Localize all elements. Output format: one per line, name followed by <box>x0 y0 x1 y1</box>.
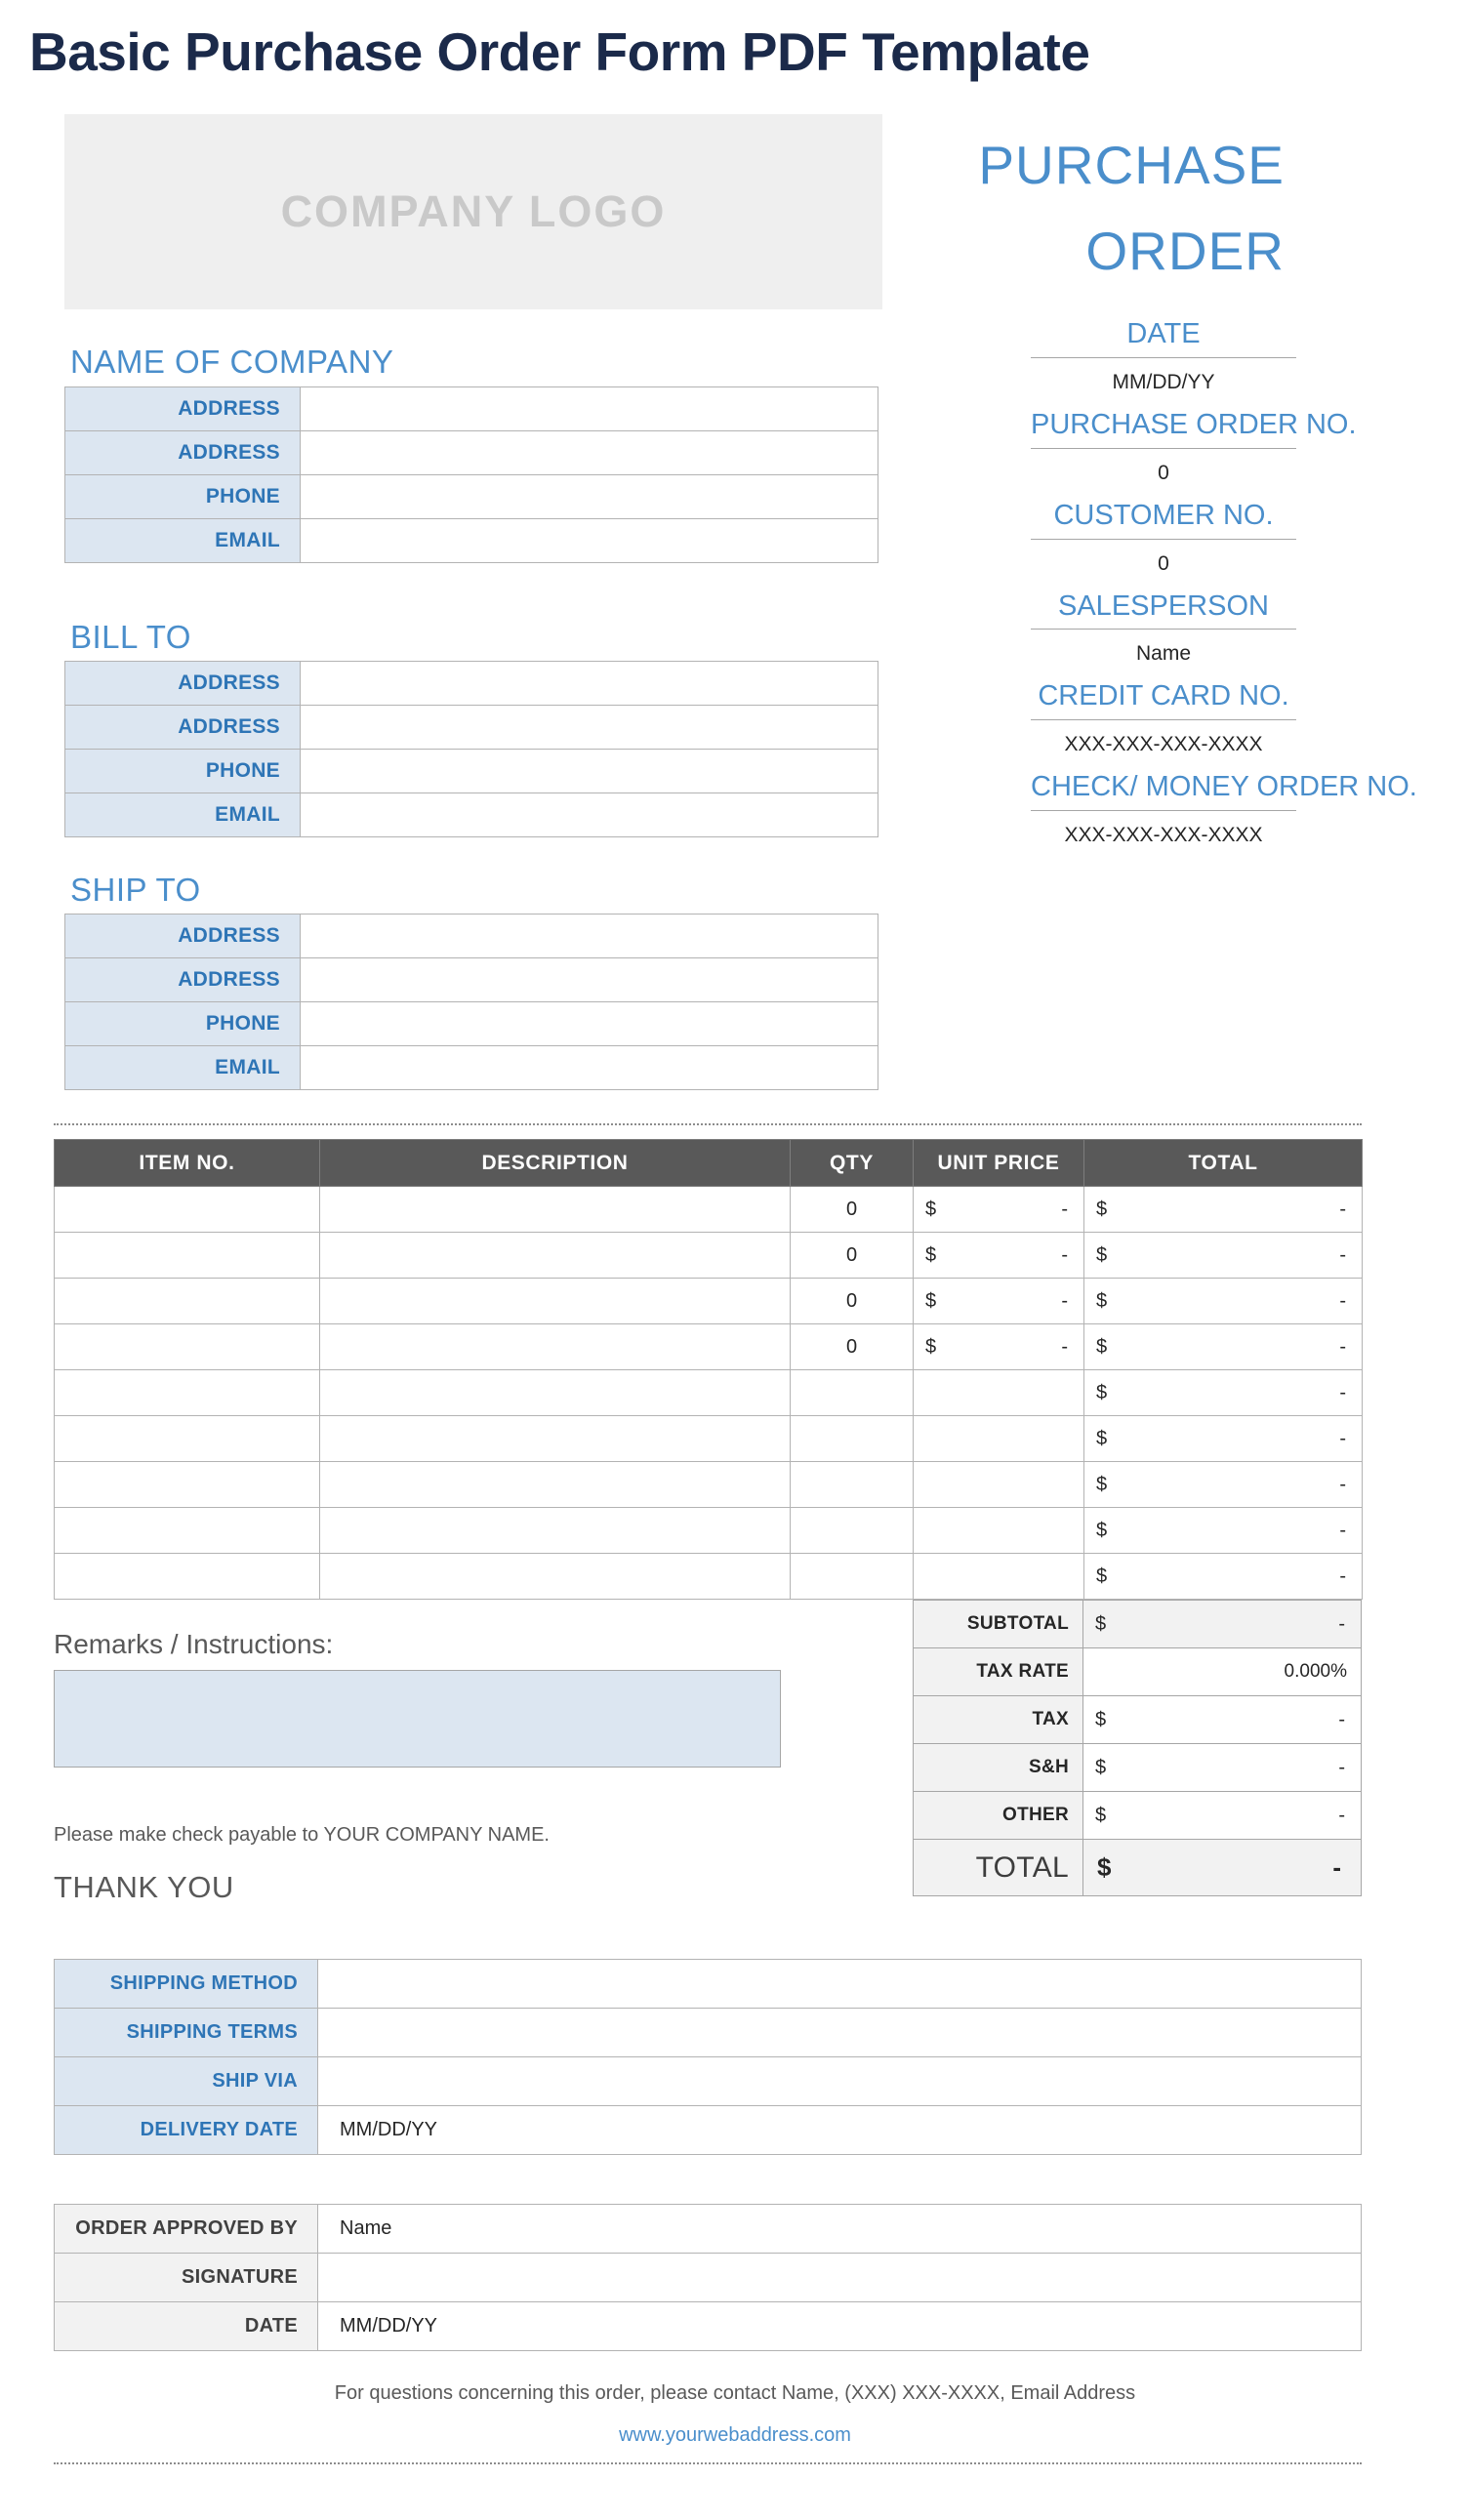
qty-cell[interactable] <box>791 1508 914 1554</box>
company-email-field[interactable] <box>301 518 878 562</box>
item-no-cell[interactable] <box>55 1233 320 1279</box>
table-row <box>55 2009 1362 2057</box>
table-row <box>65 661 878 705</box>
description-header: DESCRIPTION <box>320 1140 791 1187</box>
company-address1-field[interactable] <box>301 386 878 430</box>
description-cell[interactable] <box>320 1187 791 1233</box>
item-row <box>55 1279 1363 1324</box>
top-left-column <box>0 83 884 1090</box>
shipping-method-label: SHIPPING METHOD <box>55 1960 318 2009</box>
customer-number-field[interactable]: 0 <box>1158 551 1169 575</box>
description-cell[interactable] <box>320 1416 791 1462</box>
company-address2-label: ADDRESS <box>65 430 301 474</box>
subtotal-value: - <box>1338 1612 1345 1635</box>
thank-you-text: THANK YOU <box>54 1870 234 1905</box>
currency-sign: $ <box>1095 1804 1107 1826</box>
check-money-order-field[interactable]: XXX-XXX-XXX-XXXX <box>1064 824 1263 847</box>
other-row <box>914 1792 1362 1840</box>
item-row <box>55 1370 1363 1416</box>
currency-sign: $ <box>1096 1335 1108 1358</box>
unit-price-value: - <box>1061 1198 1068 1220</box>
total-header: TOTAL <box>1084 1140 1363 1187</box>
unit-price-cell[interactable] <box>914 1554 1084 1600</box>
company-info-table <box>64 386 878 563</box>
tax-row <box>914 1696 1362 1744</box>
item-row <box>55 1554 1363 1600</box>
currency-sign: $ <box>1096 1565 1108 1587</box>
table-row <box>65 474 878 518</box>
total-value: - <box>1339 1473 1346 1495</box>
currency-sign: $ <box>1096 1243 1108 1266</box>
other-value-cell[interactable] <box>1083 1792 1362 1840</box>
ship-phone-label: PHONE <box>65 1002 301 1046</box>
items-header-row <box>55 1140 1363 1187</box>
document-title <box>884 122 1470 294</box>
table-row <box>65 705 878 749</box>
item-row <box>55 1508 1363 1554</box>
table-row <box>65 958 878 1002</box>
other-label: OTHER <box>914 1792 1083 1840</box>
tax-value: - <box>1338 1708 1345 1730</box>
item-row <box>55 1462 1363 1508</box>
qty-cell[interactable] <box>791 1416 914 1462</box>
tax-rate-label: TAX RATE <box>914 1648 1083 1696</box>
total-cell <box>1084 1279 1363 1324</box>
salesperson-label: SALESPERSON <box>1058 589 1269 622</box>
description-cell[interactable] <box>320 1324 791 1370</box>
order-approved-by-label: ORDER APPROVED BY <box>55 2205 318 2254</box>
table-row <box>65 430 878 474</box>
bill-to-heading: BILL TO <box>70 618 191 655</box>
document-title-line2: ORDER <box>1085 221 1285 282</box>
bill-phone-field[interactable] <box>301 749 878 793</box>
item-no-cell[interactable] <box>55 1187 320 1233</box>
bill-address1-label: ADDRESS <box>65 661 301 705</box>
description-cell[interactable] <box>320 1279 791 1324</box>
item-row <box>55 1233 1363 1279</box>
bill-phone-label: PHONE <box>65 749 301 793</box>
qty-cell[interactable]: 0 <box>791 1187 914 1233</box>
other-value: - <box>1338 1804 1345 1826</box>
currency-sign: $ <box>1095 1708 1107 1730</box>
company-address2-field[interactable] <box>301 430 878 474</box>
company-phone-field[interactable] <box>301 474 878 518</box>
item-no-cell[interactable] <box>55 1370 320 1416</box>
total-value: - <box>1339 1335 1346 1358</box>
table-row <box>55 2106 1362 2155</box>
item-no-cell[interactable] <box>55 1462 320 1508</box>
unit-price-value: - <box>1061 1243 1068 1266</box>
ship-address2-field[interactable] <box>301 958 878 1002</box>
po-number-field[interactable]: 0 <box>1158 461 1169 484</box>
divider <box>1031 357 1296 358</box>
currency-sign: $ <box>925 1243 937 1266</box>
table-row <box>65 1002 878 1046</box>
description-cell[interactable] <box>320 1370 791 1416</box>
table-row <box>55 2205 1362 2254</box>
ship-via-label: SHIP VIA <box>55 2057 318 2106</box>
table-row <box>65 1046 878 1090</box>
subtotal-label: SUBTOTAL <box>914 1601 1083 1648</box>
shipping-terms-field[interactable] <box>318 2009 1362 2057</box>
bill-address2-field[interactable] <box>301 705 878 749</box>
currency-sign: $ <box>1096 1198 1108 1220</box>
unit-price-cell[interactable] <box>914 1187 1084 1233</box>
bill-email-label: EMAIL <box>65 793 301 836</box>
total-value: - <box>1339 1381 1346 1403</box>
footer-contact-text: For questions concerning this order, please contact Name, (XXX) XXX-XXXX, Email Address <box>334 2382 1136 2405</box>
po-number-label: PURCHASE ORDER NO. <box>1031 409 1357 441</box>
total-cell <box>1084 1233 1363 1279</box>
shipping-handling-row <box>914 1744 1362 1792</box>
table-row <box>55 2057 1362 2106</box>
items-table <box>54 1139 1363 1600</box>
currency-sign: $ <box>1096 1427 1108 1449</box>
item-no-cell[interactable] <box>55 1416 320 1462</box>
top-right-column <box>884 83 1470 861</box>
dashed-separator <box>54 2462 1362 2464</box>
divider <box>1031 810 1296 811</box>
qty-cell[interactable]: 0 <box>791 1324 914 1370</box>
unit-price-cell[interactable] <box>914 1508 1084 1554</box>
qty-header: QTY <box>791 1140 914 1187</box>
subtotal-row <box>914 1601 1362 1648</box>
currency-sign: $ <box>1095 1756 1107 1778</box>
unit-price-cell[interactable] <box>914 1233 1084 1279</box>
total-value: - <box>1339 1565 1346 1587</box>
document-title-line1: PURCHASE <box>978 135 1285 196</box>
unit-price-value: - <box>1061 1335 1068 1358</box>
item-row <box>55 1187 1363 1233</box>
currency-sign: $ <box>1096 1519 1108 1541</box>
shipping-method-field[interactable] <box>318 1960 1362 2009</box>
qty-cell[interactable] <box>791 1370 914 1416</box>
credit-card-label: CREDIT CARD NO. <box>1038 680 1289 712</box>
company-email-label: EMAIL <box>65 518 301 562</box>
totals-table <box>913 1600 1362 1896</box>
item-row <box>55 1324 1363 1370</box>
divider <box>1031 629 1296 630</box>
tax-rate-row <box>914 1648 1362 1696</box>
unit-price-cell[interactable] <box>914 1324 1084 1370</box>
order-info-date <box>1031 317 1296 395</box>
salesperson-field[interactable]: Name <box>1135 642 1192 666</box>
top-section <box>0 83 1470 1090</box>
order-info-salesperson <box>1031 589 1296 668</box>
ship-to-heading: SHIP TO <box>70 871 201 908</box>
order-info-panel <box>1031 317 1417 848</box>
divider <box>1031 539 1296 540</box>
total-value: - <box>1339 1519 1346 1541</box>
grand-total-row <box>914 1840 1362 1896</box>
date-field[interactable]: MM/DD/YY <box>1112 371 1215 394</box>
subtotal-value-cell <box>1083 1601 1362 1648</box>
grand-total-label: TOTAL <box>914 1840 1083 1896</box>
ship-address1-label: ADDRESS <box>65 915 301 958</box>
bill-address2-label: ADDRESS <box>65 705 301 749</box>
ship-email-label: EMAIL <box>65 1046 301 1090</box>
unit-price-value: - <box>1061 1289 1068 1312</box>
total-cell <box>1084 1416 1363 1462</box>
order-info-check-money-order <box>1031 770 1417 848</box>
qty-cell[interactable]: 0 <box>791 1233 914 1279</box>
item-no-cell[interactable] <box>55 1554 320 1600</box>
qty-cell[interactable]: 0 <box>791 1279 914 1324</box>
bill-address1-field[interactable] <box>301 661 878 705</box>
tax-label: TAX <box>914 1696 1083 1744</box>
currency-sign: $ <box>1096 1289 1108 1312</box>
customer-number-label: CUSTOMER NO. <box>1053 499 1274 531</box>
currency-sign: $ <box>925 1335 937 1358</box>
table-row <box>55 2254 1362 2302</box>
total-value: - <box>1339 1243 1346 1266</box>
company-section-heading: NAME OF COMPANY <box>70 344 394 381</box>
total-value: - <box>1339 1198 1346 1220</box>
total-cell <box>1084 1554 1363 1600</box>
unit-price-header: UNIT PRICE <box>914 1140 1084 1187</box>
item-no-cell[interactable] <box>55 1324 320 1370</box>
credit-card-field[interactable]: XXX-XXX-XXX-XXXX <box>1064 733 1263 756</box>
order-info-credit-card <box>1031 679 1296 757</box>
unit-price-cell[interactable] <box>914 1462 1084 1508</box>
ship-address2-label: ADDRESS <box>65 958 301 1002</box>
divider <box>1031 448 1296 449</box>
table-row <box>55 2302 1362 2351</box>
below-items-section <box>54 1600 1362 1905</box>
remarks-column <box>54 1600 913 1905</box>
grand-total-value-cell <box>1083 1840 1362 1896</box>
item-row <box>55 1416 1363 1462</box>
currency-sign: $ <box>1096 1473 1108 1495</box>
grand-total-value: - <box>1332 1852 1341 1883</box>
unit-price-cell[interactable] <box>914 1370 1084 1416</box>
currency-sign: $ <box>1096 1381 1108 1403</box>
ship-email-field[interactable] <box>301 1046 878 1090</box>
currency-sign: $ <box>1097 1852 1112 1883</box>
item-no-cell[interactable] <box>55 1508 320 1554</box>
ship-address1-field[interactable] <box>301 915 878 958</box>
check-money-order-label: CHECK/ MONEY ORDER NO. <box>1031 771 1417 803</box>
currency-sign: $ <box>925 1198 937 1220</box>
total-cell <box>1084 1187 1363 1233</box>
ship-via-field[interactable] <box>318 2057 1362 2106</box>
unit-price-cell[interactable] <box>914 1279 1084 1324</box>
description-cell[interactable] <box>320 1462 791 1508</box>
qty-cell[interactable] <box>791 1554 914 1600</box>
check-payable-note: Please make check payable to YOUR COMPANY NAME. <box>54 1824 550 1847</box>
shipping-table <box>54 1959 1362 2155</box>
table-row <box>55 1960 1362 2009</box>
divider <box>1031 719 1296 720</box>
delivery-date-field[interactable]: MM/DD/YY <box>318 2106 1362 2155</box>
company-logo-placeholder: COMPANY LOGO <box>64 114 882 309</box>
company-phone-label: PHONE <box>65 474 301 518</box>
approval-table <box>54 2204 1362 2351</box>
total-value: - <box>1339 1427 1346 1449</box>
signature-label: SIGNATURE <box>55 2254 318 2302</box>
table-row <box>65 518 878 562</box>
table-row <box>65 749 878 793</box>
approval-date-field[interactable]: MM/DD/YY <box>318 2302 1362 2351</box>
ship-phone-field[interactable] <box>301 1002 878 1046</box>
qty-cell[interactable] <box>791 1462 914 1508</box>
total-cell <box>1084 1462 1363 1508</box>
shipping-terms-label: SHIPPING TERMS <box>55 2009 318 2057</box>
currency-sign: $ <box>925 1289 937 1312</box>
signature-field[interactable] <box>318 2254 1362 2302</box>
total-cell <box>1084 1324 1363 1370</box>
remarks-field[interactable] <box>54 1670 781 1768</box>
shipping-handling-value-cell[interactable] <box>1083 1744 1362 1792</box>
date-label: DATE <box>1126 318 1201 350</box>
total-cell <box>1084 1508 1363 1554</box>
website-link[interactable]: www.yourwebaddress.com <box>619 2424 851 2447</box>
description-cell[interactable] <box>320 1233 791 1279</box>
delivery-date-label: DELIVERY DATE <box>55 2106 318 2155</box>
currency-sign: $ <box>1095 1612 1107 1635</box>
dashed-separator <box>54 1123 1362 1125</box>
company-address1-label: ADDRESS <box>65 386 301 430</box>
table-row <box>65 793 878 836</box>
page-title: Basic Purchase Order Form PDF Template <box>29 21 1090 82</box>
tax-value-cell <box>1083 1696 1362 1744</box>
bill-to-table <box>64 661 878 837</box>
shipping-handling-label: S&H <box>914 1744 1083 1792</box>
description-cell[interactable] <box>320 1554 791 1600</box>
approval-date-label: DATE <box>55 2302 318 2351</box>
table-row <box>65 386 878 430</box>
ship-to-table <box>64 914 878 1090</box>
order-approved-by-field[interactable]: Name <box>318 2205 1362 2254</box>
shipping-handling-value: - <box>1338 1756 1345 1778</box>
item-no-cell[interactable] <box>55 1279 320 1324</box>
remarks-label: Remarks / Instructions: <box>54 1629 334 1660</box>
item-no-header: ITEM NO. <box>55 1140 320 1187</box>
bill-email-field[interactable] <box>301 793 878 836</box>
order-info-customer-number <box>1031 499 1296 577</box>
description-cell[interactable] <box>320 1508 791 1554</box>
order-info-po-number <box>1031 408 1357 486</box>
unit-price-cell[interactable] <box>914 1416 1084 1462</box>
total-value: - <box>1339 1289 1346 1312</box>
total-cell <box>1084 1370 1363 1416</box>
tax-rate-field[interactable]: 0.000% <box>1083 1648 1362 1696</box>
table-row <box>65 915 878 958</box>
